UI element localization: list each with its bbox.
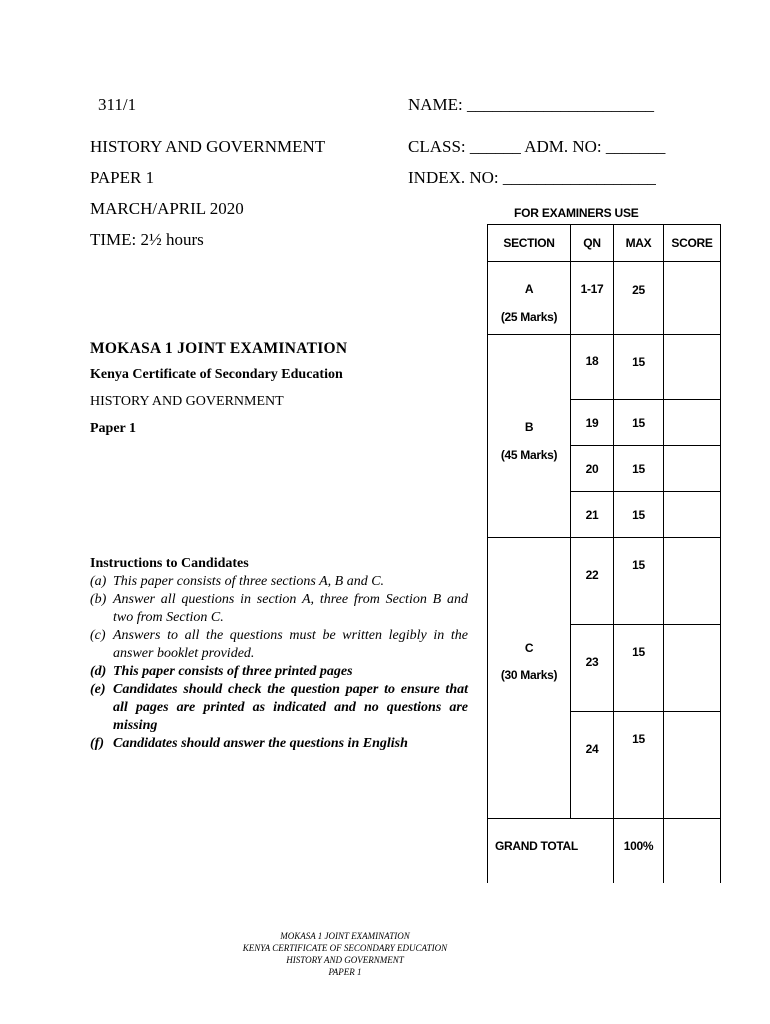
max-cell: 15 [614,400,664,446]
exam-time: TIME: 2½ hours [90,230,204,249]
footer-line: PAPER 1 [328,967,362,977]
header-max: MAX [614,225,664,262]
grand-total-score[interactable] [664,819,721,884]
score-cell[interactable] [664,538,721,625]
section-b-marks: (45 Marks) [500,448,558,462]
score-cell[interactable] [664,625,721,712]
exam-session: MARCH/APRIL 2020 [90,199,244,218]
instruction-text: Answer all questions in section A, three from Section B and two from Section C. [113,592,468,625]
subject-heading: HISTORY AND GOVERNMENT [90,137,326,156]
section-c-cell [488,538,571,819]
qn-cell: 24 [571,712,614,819]
subject-title: HISTORY AND GOVERNMENT [90,394,284,409]
max-cell: 25 [614,262,664,335]
instruction-text: This paper consists of three sections A, B and C. [113,574,385,589]
qn-cell: 18 [571,335,614,400]
score-cell[interactable] [664,492,721,538]
footer-line: MOKASA 1 JOINT EXAMINATION [280,931,410,941]
section-a-cell [488,262,571,335]
max-cell: 15 [614,712,664,819]
instruction-text: Candidates should answer the questions in English [113,736,408,751]
qn-cell: 20 [571,446,614,492]
index-field: INDEX. NO: __________________ [408,168,656,187]
footer-line: HISTORY AND GOVERNMENT [286,955,404,965]
instruction-item: (c) Answers to all the questions must be written legibly in the answer booklet provided. [90,628,468,661]
examiners-table [487,224,721,883]
section-c-name: C [524,641,534,655]
page-footer [215,930,475,978]
section-a-name: A [524,282,534,296]
qn-cell: 21 [571,492,614,538]
instruction-item: (b) Answer all questions in section A, three from Section B and two from Section C. [90,592,468,625]
grand-total-label: GRAND TOTAL [488,819,614,884]
score-cell[interactable] [664,335,721,400]
instruction-text: This paper consists of three printed pages [113,664,353,679]
instructions-heading: Instructions to Candidates [90,556,249,571]
score-cell[interactable] [664,262,721,335]
header-score: SCORE [664,225,721,262]
qn-cell: 23 [571,625,614,712]
instruction-item: (d) This paper consists of three printed pages [90,664,353,679]
qn-cell: 19 [571,400,614,446]
score-cell[interactable] [664,446,721,492]
max-cell: 15 [614,446,664,492]
paper-code: 311/1 [98,95,137,114]
footer-line: KENYA CERTIFICATE OF SECONDARY EDUCATION [242,943,448,953]
section-c-marks: (30 Marks) [500,668,558,682]
paper-number: PAPER 1 [90,168,155,187]
instruction-item: (f) Candidates should answer the questions in English [90,736,408,751]
max-cell: 15 [614,538,664,625]
instruction-item: (a) This paper consists of three sections A, B and C. [90,574,385,589]
qn-cell: 22 [571,538,614,625]
section-b-name: B [524,420,534,434]
max-cell: 15 [614,492,664,538]
section-a-marks: (25 Marks) [500,310,558,324]
max-cell: 15 [614,335,664,400]
max-cell: 15 [614,625,664,712]
name-field: NAME: ______________________ [408,95,655,114]
class-adm-field: CLASS: ______ ADM. NO: _______ [408,137,666,156]
paper-title: Paper 1 [90,421,137,436]
instruction-text: Candidates should check the question paper to ensure that all pages are printed as indicated and no questions are missing [113,682,468,733]
qn-cell: 1-17 [571,262,614,335]
instruction-item: (e) Candidates should check the question paper to ensure that all pages are printed as indicated and no questions are missing [90,682,468,733]
header-section: SECTION [488,225,571,262]
certificate-title: Kenya Certificate of Secondary Education [90,367,343,382]
score-cell[interactable] [664,712,721,819]
instruction-text: Answers to all the questions must be written legibly in the answer booklet provided. [113,628,468,661]
grand-total-value: 100% [614,819,664,884]
header-qn: QN [571,225,614,262]
score-cell[interactable] [664,400,721,446]
section-b-cell [488,335,571,538]
exam-title: MOKASA 1 JOINT EXAMINATION [90,340,348,357]
instructions [90,555,468,753]
examiners-use-label: FOR EXAMINERS USE [514,206,639,220]
